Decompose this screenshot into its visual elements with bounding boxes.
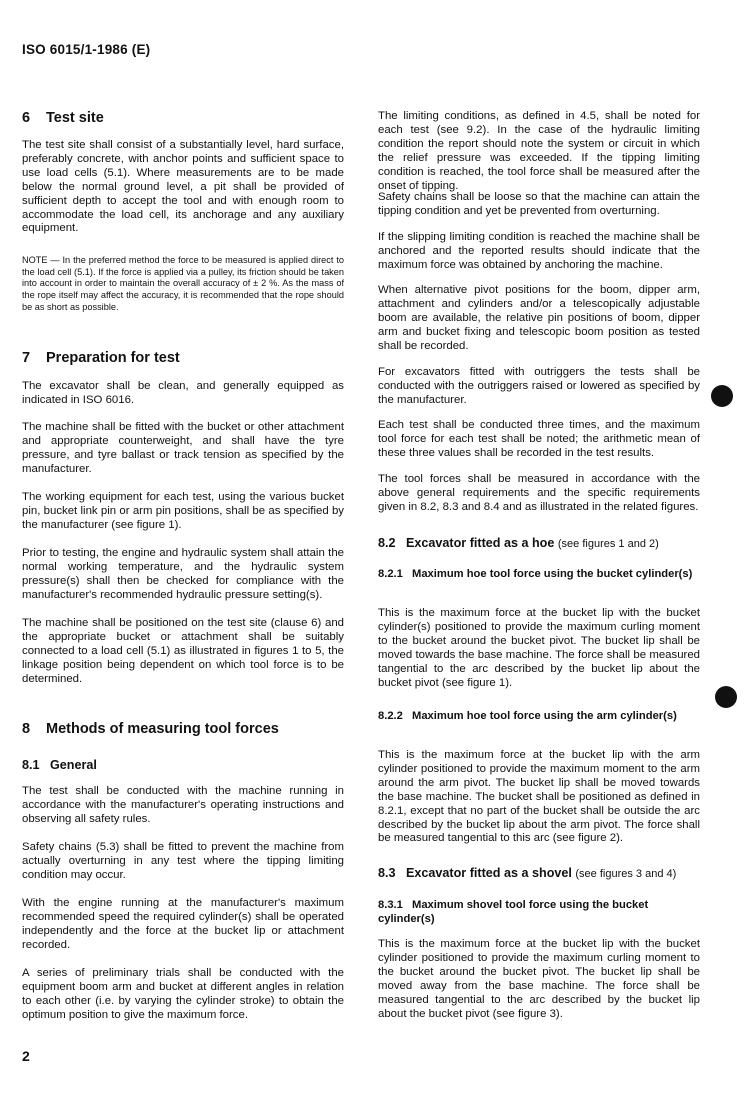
punch-hole-mark: [711, 385, 733, 407]
section-title: Maximum hoe tool force using the arm cylinder(s): [412, 710, 677, 722]
paragraph: The test shall be conducted with the machine running in accordance with the manufacturer's operating instructions and observing all safety rules.: [22, 785, 344, 825]
section-8-3-heading: [378, 866, 700, 880]
document-header: ISO 6015/1-1986 (E): [22, 42, 151, 57]
section-8-2-2-heading: [378, 710, 700, 724]
page-number: 2: [22, 1048, 30, 1064]
section-number: 8.2.2: [378, 710, 403, 722]
paragraph: This is the maximum force at the bucket lip with the bucket cylinder(s) positioned to provide the maximum curling moment to the bucket around the bucket pivot. The bucket lip shall be moved towards the base machine. The force shall be measured tangential to the arc described by the bucket lip about the bucket pivot (see figure 1).: [378, 607, 700, 689]
section-title: Preparation for test: [46, 350, 180, 366]
note: NOTE — In the preferred method the force to be measured is applied direct to the load cell (5.1). If the force is applied via a pulley, its friction should be taken into account in order to maintain the overall accuracy of ± 2 %. As the mass of the rope itself may affect the accuracy, it is recommended that the rope should be as short as possible.: [22, 255, 344, 312]
section-title: Maximum shovel tool force using the bucket cylinder(s): [378, 899, 649, 925]
section-8-2-1-heading: [378, 568, 700, 582]
paragraph: Each test shall be conducted three times, and the maximum tool force for each test shall be noted; the arithmetic mean of these three values shall be recorded in the test results.: [378, 419, 700, 459]
section-8-heading: [22, 721, 344, 737]
paragraph: The tool forces shall be measured in accordance with the above general requirements and the specific requirements given in 8.2, 8.3 and 8.4 and as illustrated in the related figures.: [378, 473, 700, 513]
section-number: 7: [22, 350, 31, 366]
figure-reference: (see figures 1 and 2): [557, 538, 659, 550]
paragraph: The test site shall consist of a substantially level, hard surface, preferably concrete, with anchor points and sufficient space to use load cells (5.1). Where measurements are to be made below the normal ground level, a pit shall be provided of sufficient depth to accept the tool and with enough room to accommodate the load cell, its anchorage and any auxiliary equipment.: [22, 139, 344, 235]
section-title: Maximum hoe tool force using the bucket cylinder(s): [412, 568, 693, 580]
paragraph: When alternative pivot positions for the boom, dipper arm, attachment and cylinders and/or a telescopically adjustable boom are available, the relative pin positions of boom, dipper arm and bucket fixing and telescopic boom position as tested shall be recorded.: [378, 284, 700, 352]
paragraph: For excavators fitted with outriggers the tests shall be conducted with the outriggers raised or lowered as specified by the manufacturer.: [378, 366, 700, 406]
section-number: 8: [22, 721, 31, 737]
paragraph: The limiting conditions, as defined in 4.5, shall be noted for each test (see 9.2). In the case of the hydraulic limiting condition the report should note the system or circuit in which the relief pressure was exceeded. If the tipping limiting condition is reached, the tool force shall be measured after the onset of tipping.: [378, 110, 700, 192]
section-number: 8.2.1: [378, 568, 403, 580]
paragraph: A series of preliminary trials shall be conducted with the equipment boom arm and bucket at different angles in relation to each other (i.e. by varying the cylinder stroke) to obtain the optimum position to give the maximum force.: [22, 967, 344, 1021]
section-number: 6: [22, 110, 31, 126]
section-number: 8.3.1: [378, 899, 403, 911]
paragraph: The machine shall be positioned on the test site (clause 6) and the appropriate bucket or attachment shall be suitably connected to a load cell (5.1) as illustrated in figures 1 to 5, the linkage position being dependent on which tool force is to be determined.: [22, 617, 344, 685]
section-number: 8.3: [378, 866, 396, 880]
paragraph: This is the maximum force at the bucket lip with the bucket cylinder positioned to provide the maximum curling moment to the bucket around the bucket pivot. The bucket lip shall be moved away from the base machine. The force shall be measured tangential to the arc described by the bucket lip about the bucket pivot (see figure 3).: [378, 938, 700, 1020]
section-title: Test site: [46, 110, 104, 126]
section-title: Excavator fitted as a hoe: [406, 536, 555, 550]
section-7-heading: [22, 350, 344, 366]
section-number: 8.1: [22, 758, 40, 772]
section-8-2-heading: [378, 536, 700, 550]
paragraph: The working equipment for each test, using the various bucket pin, bucket link pin or arm pin positions, shall be as specified by the manufacturer (see figure 1).: [22, 491, 344, 531]
paragraph: With the engine running at the manufacturer's maximum recommended speed the required cylinder(s) shall be operated independently and the force at the bucket lip or attachment recorded.: [22, 897, 344, 951]
section-6-heading: [22, 110, 344, 126]
section-title: Methods of measuring tool forces: [46, 721, 279, 737]
paragraph: The excavator shall be clean, and generally equipped as indicated in ISO 6016.: [22, 380, 344, 406]
paragraph: The machine shall be fitted with the bucket or other attachment and appropriate counterweight, and shall have the tyre pressure, and tyre ballast or track tension as specified by the manufacturer.: [22, 421, 344, 475]
paragraph: If the slipping limiting condition is reached the machine shall be anchored and the reported results should indicate that the maximum force was obtained by anchoring the machine.: [378, 231, 700, 271]
section-title: General: [50, 758, 97, 772]
paragraph: Safety chains (5.3) shall be fitted to prevent the machine from actually overturning in any test where the tipping limiting condition may occur.: [22, 841, 344, 881]
section-8-3-1-heading: [378, 899, 700, 926]
punch-hole-mark: [715, 686, 737, 708]
paragraph: This is the maximum force at the bucket lip with the arm cylinder positioned to provide the maximum moment to the arm around the arm pivot. The bucket lip shall be moved towards the base machine. The bucket shall be positioned as defined in 8.2.1, except that no part of the bucket shall be outside the arc described by the bucket lip about the arm pivot. The force shall be measured tangential to this arc (see figure 2).: [378, 749, 700, 845]
paragraph: Prior to testing, the engine and hydraulic system shall attain the normal working temperature, and the hydraulic system pressure(s) shall then be checked for compliance with the manufacturer's recommended hydraulic pressure setting(s).: [22, 547, 344, 601]
figure-reference: (see figures 3 and 4): [575, 868, 677, 880]
paragraph: Safety chains shall be loose so that the machine can attain the tipping condition and yet be prevented from overturning.: [378, 191, 700, 217]
section-number: 8.2: [378, 536, 396, 550]
section-title: Excavator fitted as a shovel: [406, 866, 572, 880]
section-8-1-heading: [22, 758, 344, 772]
